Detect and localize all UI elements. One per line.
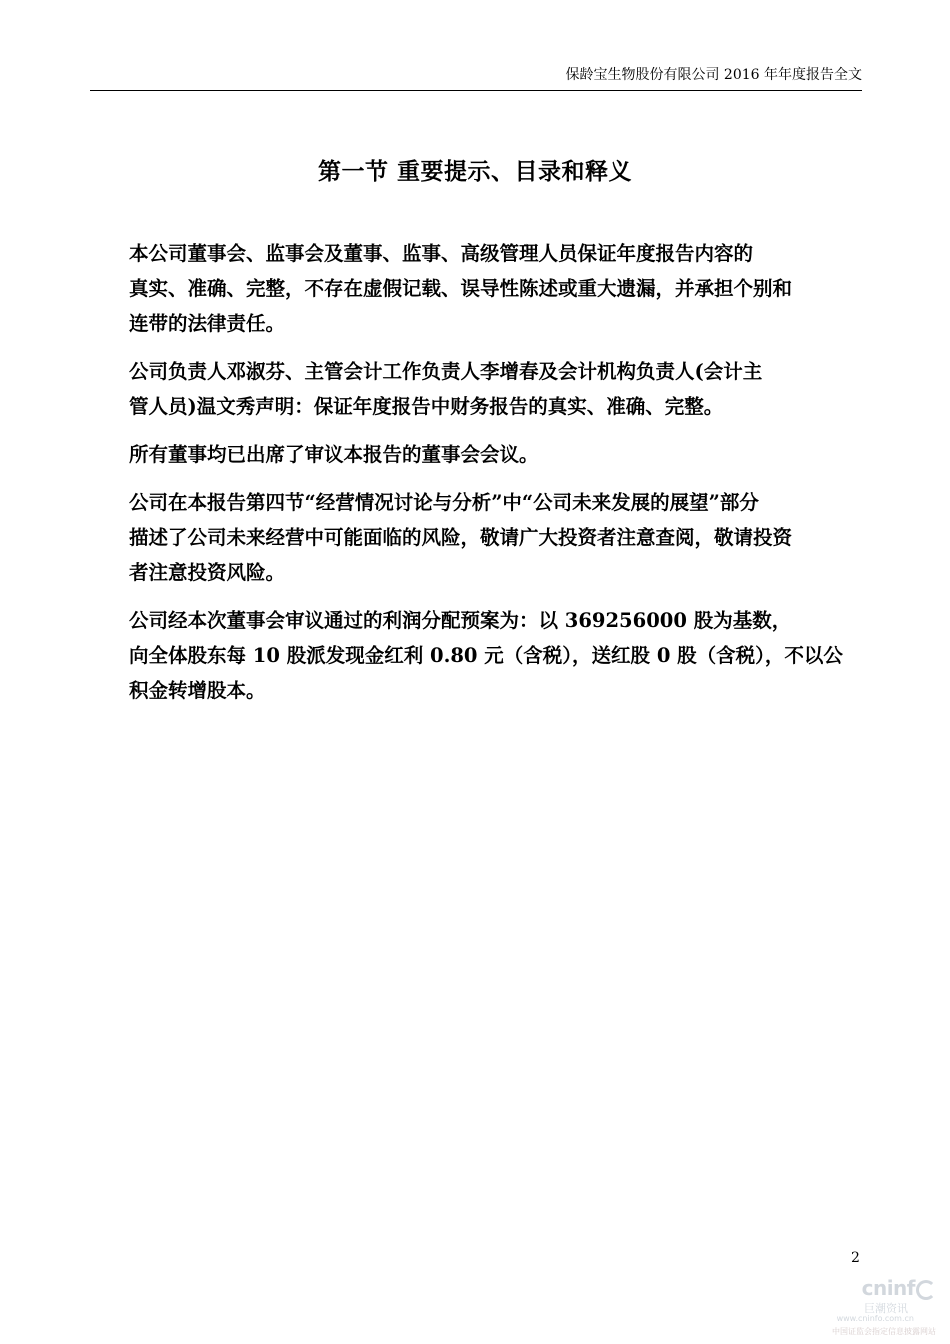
paragraph-line: 连带的法律责任。 — [129, 312, 286, 335]
cninfo-logo-text: cninf — [861, 1276, 915, 1300]
paragraph-line: 描述了公司未来经营中可能面临的风险，敬请广大投资者注意查阅，敬请投资 — [129, 526, 793, 549]
paragraph-profit-distribution — [90, 603, 860, 708]
watermark-name: 巨潮资讯 — [864, 1302, 908, 1315]
paragraph-line: 向全体股东每 10 股派发现金红利 0.80 元（含税），送红股 0 股（含税），不以公 — [129, 644, 843, 667]
paragraph-line: 管人员)温文秀声明：保证年度报告中财务报告的真实、准确、完整。 — [129, 395, 724, 418]
paragraph-line: 本公司董事会、监事会及董事、监事、高级管理人员保证年度报告内容的 — [129, 242, 754, 265]
page-number: 2 — [851, 1250, 860, 1266]
watermark-footer: 中国证监会指定信息披露网站 — [832, 1327, 936, 1336]
cninfo-watermark — [826, 1276, 936, 1338]
paragraph-risk-notice — [90, 485, 860, 590]
document-body — [90, 236, 860, 721]
paragraph-line: 所有董事均已出席了审议本报告的董事会会议。 — [129, 443, 539, 466]
paragraph-line: 积金转增股本。 — [129, 679, 266, 702]
paragraph-financial-declaration — [90, 354, 860, 424]
paragraph-line: 公司负责人邓淑芬、主管会计工作负责人李增春及会计机构负责人(会计主 — [129, 360, 763, 383]
page-header — [90, 64, 862, 91]
section-title: 第一节 重要提示、目录和释义 — [317, 158, 632, 185]
paragraph-line: 者注意投资风险。 — [129, 561, 286, 584]
paragraph-board-attendance — [90, 437, 860, 472]
cninfo-logo — [862, 1276, 936, 1300]
paragraph-line: 公司在本报告第四节“经营情况讨论与分析”中“公司未来发展的展望”部分 — [129, 491, 759, 514]
paragraph-line: 真实、准确、完整，不存在虚假记载、误导性陈述或重大遗漏，并承担个别和 — [129, 277, 793, 300]
header-company-report-title: 保龄宝生物股份有限公司 2016 年年度报告全文 — [565, 67, 862, 83]
paragraph-responsibility-statement — [90, 236, 860, 341]
paragraph-line: 公司经本次董事会审议通过的利润分配预案为：以 369256000 股为基数， — [129, 609, 792, 632]
swirl-icon — [916, 1280, 936, 1300]
watermark-url: www.cninfo.com.cn — [836, 1314, 914, 1323]
